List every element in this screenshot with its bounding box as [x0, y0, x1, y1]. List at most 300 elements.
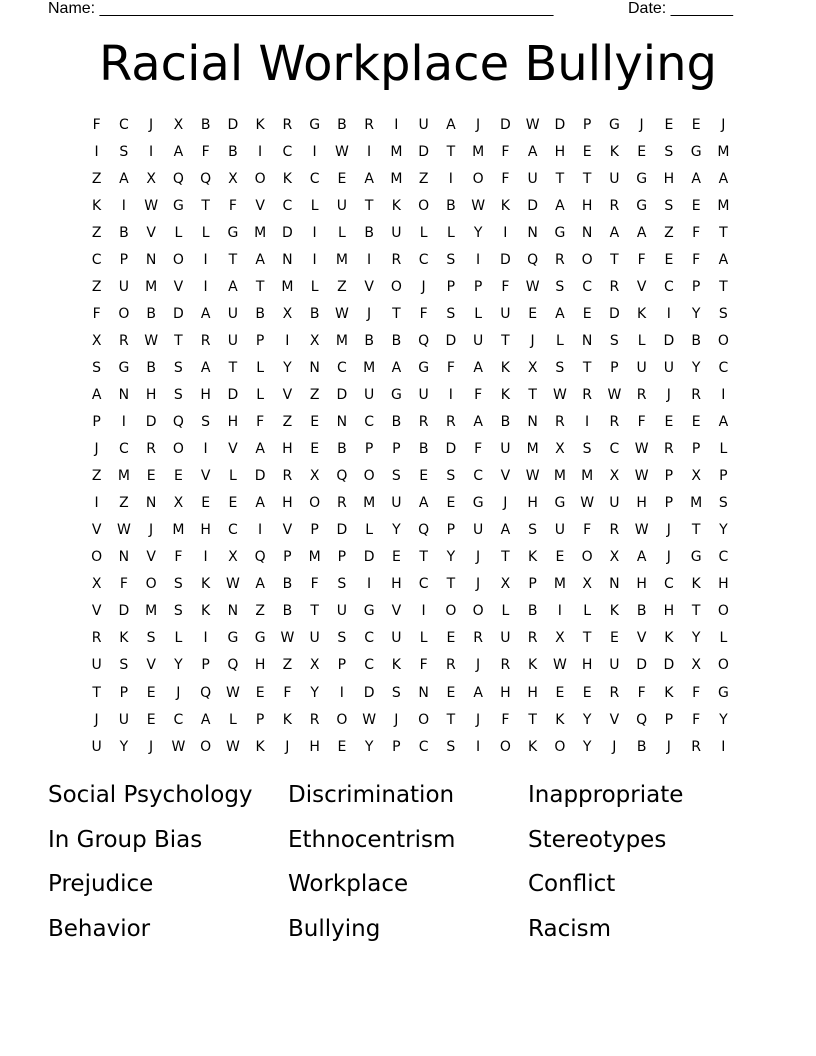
grid-cell: I: [312, 224, 317, 241]
grid-cell: X: [500, 576, 511, 593]
word-list-item: Racism: [528, 915, 611, 942]
grid-cell: L: [256, 359, 265, 376]
grid-cell: F: [201, 143, 210, 160]
grid-cell: I: [94, 143, 99, 160]
grid-cell: W: [525, 278, 540, 295]
grid-cell: U: [473, 332, 484, 349]
grid-cell: H: [145, 386, 157, 403]
grid-cell: I: [585, 414, 590, 431]
grid-cell: L: [583, 603, 592, 620]
grid-cell: V: [609, 711, 620, 728]
grid-cell: K: [609, 143, 619, 160]
grid-cell: P: [283, 549, 292, 566]
grid-cell: P: [664, 468, 674, 485]
grid-cell: W: [634, 468, 649, 485]
grid-cell: K: [500, 359, 510, 376]
grid-cell: I: [367, 576, 372, 593]
grid-cell: G: [690, 143, 702, 160]
grid-cell: B: [337, 116, 347, 133]
grid-cell: C: [418, 738, 429, 755]
grid-cell: J: [149, 738, 154, 755]
grid-cell: T: [528, 386, 537, 403]
grid-cell: C: [118, 116, 129, 133]
grid-cell: X: [609, 549, 620, 566]
grid-cell: P: [119, 684, 129, 701]
grid-cell: Y: [473, 224, 483, 241]
grid-cell: A: [200, 305, 211, 322]
grid-cell: B: [500, 414, 511, 431]
grid-cell: W: [225, 576, 240, 593]
grid-cell: A: [473, 684, 483, 701]
grid-cell: N: [145, 251, 157, 268]
grid-cell: L: [365, 522, 374, 539]
grid-cell: H: [200, 386, 211, 403]
grid-cell: W: [144, 332, 159, 349]
grid-cell: D: [363, 549, 375, 566]
grid-cell: W: [552, 657, 567, 674]
grid-cell: O: [254, 170, 266, 187]
grid-cell: E: [691, 197, 701, 214]
grid-cell: P: [610, 359, 619, 376]
grid-cell: X: [309, 332, 320, 349]
grid-cell: A: [473, 414, 483, 431]
grid-cell: E: [310, 414, 320, 431]
grid-cell: X: [555, 630, 565, 647]
grid-cell: A: [718, 170, 729, 187]
grid-cell: T: [610, 251, 619, 268]
grid-cell: Y: [719, 711, 728, 728]
grid-cell: Y: [119, 738, 129, 755]
grid-cell: T: [528, 711, 537, 728]
grid-cell: J: [476, 711, 481, 728]
grid-cell: R: [609, 414, 620, 431]
grid-cell: S: [92, 359, 102, 376]
grid-cell: S: [146, 630, 156, 647]
grid-cell: W: [280, 630, 295, 647]
grid-cell: H: [282, 495, 293, 512]
grid-cell: U: [391, 495, 402, 512]
grid-cell: F: [501, 278, 510, 295]
grid-cell: J: [476, 657, 481, 674]
grid-cell: K: [391, 197, 401, 214]
grid-cell: V: [282, 386, 293, 403]
grid-cell: F: [583, 522, 592, 539]
grid-cell: Q: [172, 414, 184, 431]
grid-cell: P: [392, 441, 401, 458]
grid-cell: O: [200, 738, 212, 755]
grid-cell: J: [721, 116, 726, 133]
grid-cell: O: [172, 441, 184, 458]
grid-cell: O: [581, 549, 593, 566]
grid-cell: R: [582, 386, 592, 403]
grid-cell: Z: [309, 386, 320, 403]
grid-cell: D: [172, 305, 184, 322]
grid-cell: B: [255, 305, 265, 322]
grid-cell: M: [363, 359, 376, 376]
grid-cell: Y: [446, 549, 456, 566]
grid-cell: Z: [119, 495, 129, 512]
grid-cell: U: [609, 657, 620, 674]
grid-cell: E: [691, 116, 701, 133]
grid-cell: L: [501, 603, 510, 620]
grid-cell: Z: [91, 224, 102, 241]
grid-cell: P: [473, 278, 483, 295]
grid-cell: S: [119, 143, 129, 160]
grid-cell: P: [691, 278, 701, 295]
grid-cell: G: [472, 495, 484, 512]
grid-cell: U: [309, 630, 320, 647]
grid-cell: T: [92, 684, 101, 701]
grid-cell: N: [227, 603, 239, 620]
grid-cell: F: [474, 441, 483, 458]
grid-cell: B: [282, 576, 293, 593]
grid-cell: E: [691, 414, 701, 431]
grid-cell: K: [255, 116, 265, 133]
grid-cell: J: [476, 576, 481, 593]
grid-cell: U: [336, 197, 347, 214]
grid-cell: T: [392, 305, 401, 322]
grid-cell: N: [118, 549, 130, 566]
grid-cell: D: [118, 603, 130, 620]
grid-cell: J: [94, 441, 99, 458]
grid-cell: V: [173, 278, 184, 295]
grid-cell: W: [525, 116, 540, 133]
grid-cell: X: [609, 468, 620, 485]
grid-cell: L: [174, 630, 183, 647]
grid-cell: V: [146, 657, 156, 674]
grid-cell: N: [309, 359, 320, 376]
grid-cell: S: [173, 386, 183, 403]
grid-cell: A: [555, 305, 565, 322]
grid-cell: M: [390, 170, 403, 187]
grid-cell: E: [201, 495, 211, 512]
grid-cell: R: [391, 251, 402, 268]
grid-cell: C: [282, 143, 293, 160]
grid-cell: R: [337, 495, 347, 512]
grid-cell: Y: [691, 305, 701, 322]
grid-cell: I: [258, 143, 263, 160]
grid-cell: B: [364, 332, 374, 349]
grid-cell: A: [364, 170, 374, 187]
grid-cell: Z: [91, 278, 102, 295]
grid-cell: W: [552, 386, 567, 403]
grid-cell: L: [474, 305, 483, 322]
word-list-item: Conflict: [528, 871, 616, 897]
grid-cell: T: [419, 549, 428, 566]
grid-cell: T: [201, 197, 210, 214]
grid-cell: P: [310, 522, 319, 539]
word-list-item: Inappropriate: [528, 782, 684, 808]
grid-cell: E: [609, 630, 619, 647]
grid-cell: F: [256, 414, 265, 431]
grid-cell: W: [525, 468, 540, 485]
grid-cell: J: [94, 711, 99, 728]
grid-cell: T: [501, 332, 510, 349]
grid-cell: H: [663, 170, 675, 187]
grid-cell: B: [418, 441, 429, 458]
grid-cell: I: [367, 143, 372, 160]
grid-cell: A: [91, 386, 102, 403]
grid-cell: V: [282, 522, 293, 539]
grid-cell: A: [636, 224, 647, 241]
grid-cell: P: [201, 657, 210, 674]
grid-cell: A: [391, 359, 402, 376]
grid-cell: V: [91, 522, 102, 539]
grid-cell: E: [555, 684, 565, 701]
grid-cell: M: [363, 495, 376, 512]
grid-cell: E: [446, 630, 456, 647]
grid-cell: M: [172, 522, 185, 539]
grid-cell: H: [554, 143, 566, 160]
grid-cell: K: [391, 657, 401, 674]
grid-cell: V: [91, 603, 102, 620]
grid-cell: J: [666, 522, 671, 539]
grid-cell: G: [227, 630, 239, 647]
grid-cell: J: [666, 738, 671, 755]
grid-cell: S: [664, 143, 674, 160]
grid-cell: N: [418, 684, 429, 701]
grid-cell: A: [255, 251, 265, 268]
grid-cell: P: [255, 332, 265, 349]
grid-cell: Y: [582, 738, 592, 755]
grid-cell: R: [309, 711, 320, 728]
grid-cell: I: [476, 738, 481, 755]
grid-cell: G: [608, 116, 620, 133]
grid-cell: I: [666, 305, 671, 322]
grid-cell: M: [717, 197, 730, 214]
grid-cell: O: [581, 251, 593, 268]
grid-cell: O: [172, 251, 184, 268]
grid-cell: M: [145, 603, 158, 620]
grid-cell: S: [446, 305, 456, 322]
grid-cell: N: [527, 414, 538, 431]
grid-cell: K: [282, 711, 292, 728]
grid-cell: C: [718, 549, 729, 566]
grid-cell: X: [282, 305, 293, 322]
grid-cell: L: [174, 224, 183, 241]
grid-cell: A: [718, 414, 729, 431]
grid-cell: R: [500, 657, 511, 674]
grid-cell: S: [718, 495, 728, 512]
grid-cell: S: [582, 441, 592, 458]
grid-cell: Q: [200, 684, 212, 701]
grid-cell: K: [528, 657, 538, 674]
word-list-item: Behavior: [48, 915, 151, 942]
grid-cell: T: [582, 359, 592, 376]
grid-cell: M: [335, 251, 348, 268]
grid-cell: E: [582, 305, 592, 322]
grid-cell: F: [692, 711, 701, 728]
grid-cell: O: [390, 278, 402, 295]
grid-cell: Y: [174, 657, 183, 674]
grid-cell: U: [418, 386, 429, 403]
grid-cell: W: [225, 738, 240, 755]
grid-cell: K: [528, 549, 538, 566]
grid-cell: T: [691, 603, 701, 620]
grid-cell: M: [690, 495, 703, 512]
grid-cell: S: [609, 332, 619, 349]
grid-cell: L: [555, 332, 564, 349]
grid-cell: A: [173, 143, 184, 160]
grid-cell: F: [174, 549, 183, 566]
grid-cell: Q: [227, 657, 239, 674]
grid-cell: E: [173, 468, 183, 485]
grid-cell: M: [472, 143, 485, 160]
grid-cell: I: [121, 197, 126, 214]
grid-cell: P: [364, 441, 374, 458]
grid-cell: U: [609, 170, 620, 187]
grid-cell: U: [609, 495, 620, 512]
grid-cell: P: [582, 116, 592, 133]
grid-cell: S: [391, 468, 401, 485]
grid-cell: P: [337, 657, 347, 674]
grid-cell: Y: [582, 711, 592, 728]
grid-cell: N: [336, 414, 348, 431]
grid-cell: H: [636, 495, 647, 512]
grid-cell: C: [91, 251, 102, 268]
grid-cell: C: [418, 251, 429, 268]
grid-cell: M: [145, 278, 158, 295]
grid-cell: Y: [364, 738, 374, 755]
grid-cell: C: [118, 441, 129, 458]
grid-cell: I: [448, 170, 453, 187]
grid-cell: F: [692, 684, 701, 701]
grid-cell: N: [609, 576, 620, 593]
grid-cell: X: [228, 170, 238, 187]
grid-cell: K: [691, 576, 701, 593]
grid-cell: B: [309, 305, 320, 322]
grid-cell: I: [312, 143, 317, 160]
grid-cell: C: [663, 278, 674, 295]
grid-cell: M: [254, 224, 267, 241]
grid-cell: D: [554, 116, 566, 133]
grid-cell: O: [717, 603, 729, 620]
grid-cell: O: [91, 549, 103, 566]
name-label: Name: ___________________________________________________: [48, 0, 554, 17]
grid-cell: U: [663, 359, 674, 376]
grid-cell: A: [200, 711, 211, 728]
grid-cell: I: [476, 251, 481, 268]
grid-cell: I: [203, 441, 208, 458]
grid-cell: Q: [418, 522, 430, 539]
grid-cell: D: [363, 684, 375, 701]
grid-cell: M: [553, 468, 566, 485]
grid-cell: I: [285, 332, 290, 349]
grid-cell: D: [499, 116, 511, 133]
grid-cell: R: [636, 386, 647, 403]
grid-cell: W: [334, 305, 349, 322]
grid-cell: G: [363, 603, 375, 620]
grid-cell: E: [582, 143, 592, 160]
grid-cell: H: [581, 197, 593, 214]
grid-cell: E: [555, 549, 565, 566]
grid-cell: P: [392, 738, 401, 755]
grid-cell: C: [227, 522, 238, 539]
grid-cell: P: [446, 522, 456, 539]
word-list-item: Social Psychology: [48, 782, 253, 808]
grid-cell: I: [448, 386, 453, 403]
grid-cell: K: [528, 738, 538, 755]
date-label: Date: _______: [628, 0, 733, 17]
grid-cell: A: [527, 143, 538, 160]
grid-cell: K: [637, 305, 647, 322]
grid-cell: I: [149, 143, 154, 160]
grid-cell: H: [200, 522, 211, 539]
grid-cell: K: [664, 684, 674, 701]
grid-cell: A: [691, 170, 701, 187]
grid-cell: A: [200, 359, 211, 376]
grid-cell: U: [391, 224, 402, 241]
grid-cell: W: [362, 711, 377, 728]
grid-cell: F: [419, 657, 428, 674]
grid-cell: D: [336, 522, 348, 539]
grid-cell: R: [146, 441, 156, 458]
grid-cell: A: [255, 576, 265, 593]
grid-cell: T: [228, 251, 238, 268]
grid-cell: B: [119, 224, 129, 241]
grid-cell: J: [666, 386, 671, 403]
word-list-item: Bullying: [288, 915, 381, 942]
grid-cell: Y: [719, 522, 728, 539]
grid-cell: D: [227, 116, 239, 133]
grid-cell: P: [255, 711, 265, 728]
grid-cell: X: [527, 359, 538, 376]
grid-cell: B: [391, 414, 402, 431]
grid-cell: B: [527, 603, 538, 620]
grid-cell: S: [173, 603, 183, 620]
grid-cell: Y: [283, 359, 292, 376]
grid-cell: R: [364, 116, 374, 133]
grid-cell: Q: [527, 251, 539, 268]
grid-cell: N: [282, 251, 293, 268]
grid-cell: S: [718, 305, 728, 322]
grid-cell: R: [555, 414, 565, 431]
grid-cell: I: [203, 278, 208, 295]
grid-cell: M: [553, 576, 566, 593]
grid-cell: M: [281, 278, 294, 295]
grid-cell: O: [418, 197, 430, 214]
grid-cell: R: [446, 657, 456, 674]
grid-cell: F: [637, 684, 646, 701]
grid-cell: S: [119, 657, 129, 674]
grid-cell: D: [336, 386, 348, 403]
grid-cell: K: [282, 170, 292, 187]
grid-cell: H: [663, 603, 675, 620]
grid-cell: Z: [337, 278, 347, 295]
grid-cell: W: [225, 684, 240, 701]
grid-cell: D: [145, 414, 157, 431]
grid-cell: I: [94, 495, 99, 512]
grid-cell: Q: [636, 711, 648, 728]
grid-cell: H: [254, 657, 266, 674]
grid-cell: U: [500, 441, 511, 458]
grid-cell: T: [255, 278, 265, 295]
grid-cell: R: [282, 116, 293, 133]
grid-cell: U: [227, 305, 238, 322]
grid-cell: B: [446, 197, 456, 214]
grid-cell: I: [394, 116, 399, 133]
grid-cell: R: [609, 522, 620, 539]
grid-cell: I: [421, 603, 426, 620]
grid-cell: C: [282, 197, 293, 214]
grid-cell: H: [527, 495, 538, 512]
grid-cell: Z: [282, 414, 293, 431]
grid-cell: T: [310, 603, 319, 620]
grid-cell: V: [364, 278, 374, 295]
grid-cell: T: [691, 522, 701, 539]
grid-cell: J: [176, 684, 181, 701]
grid-cell: F: [446, 359, 455, 376]
